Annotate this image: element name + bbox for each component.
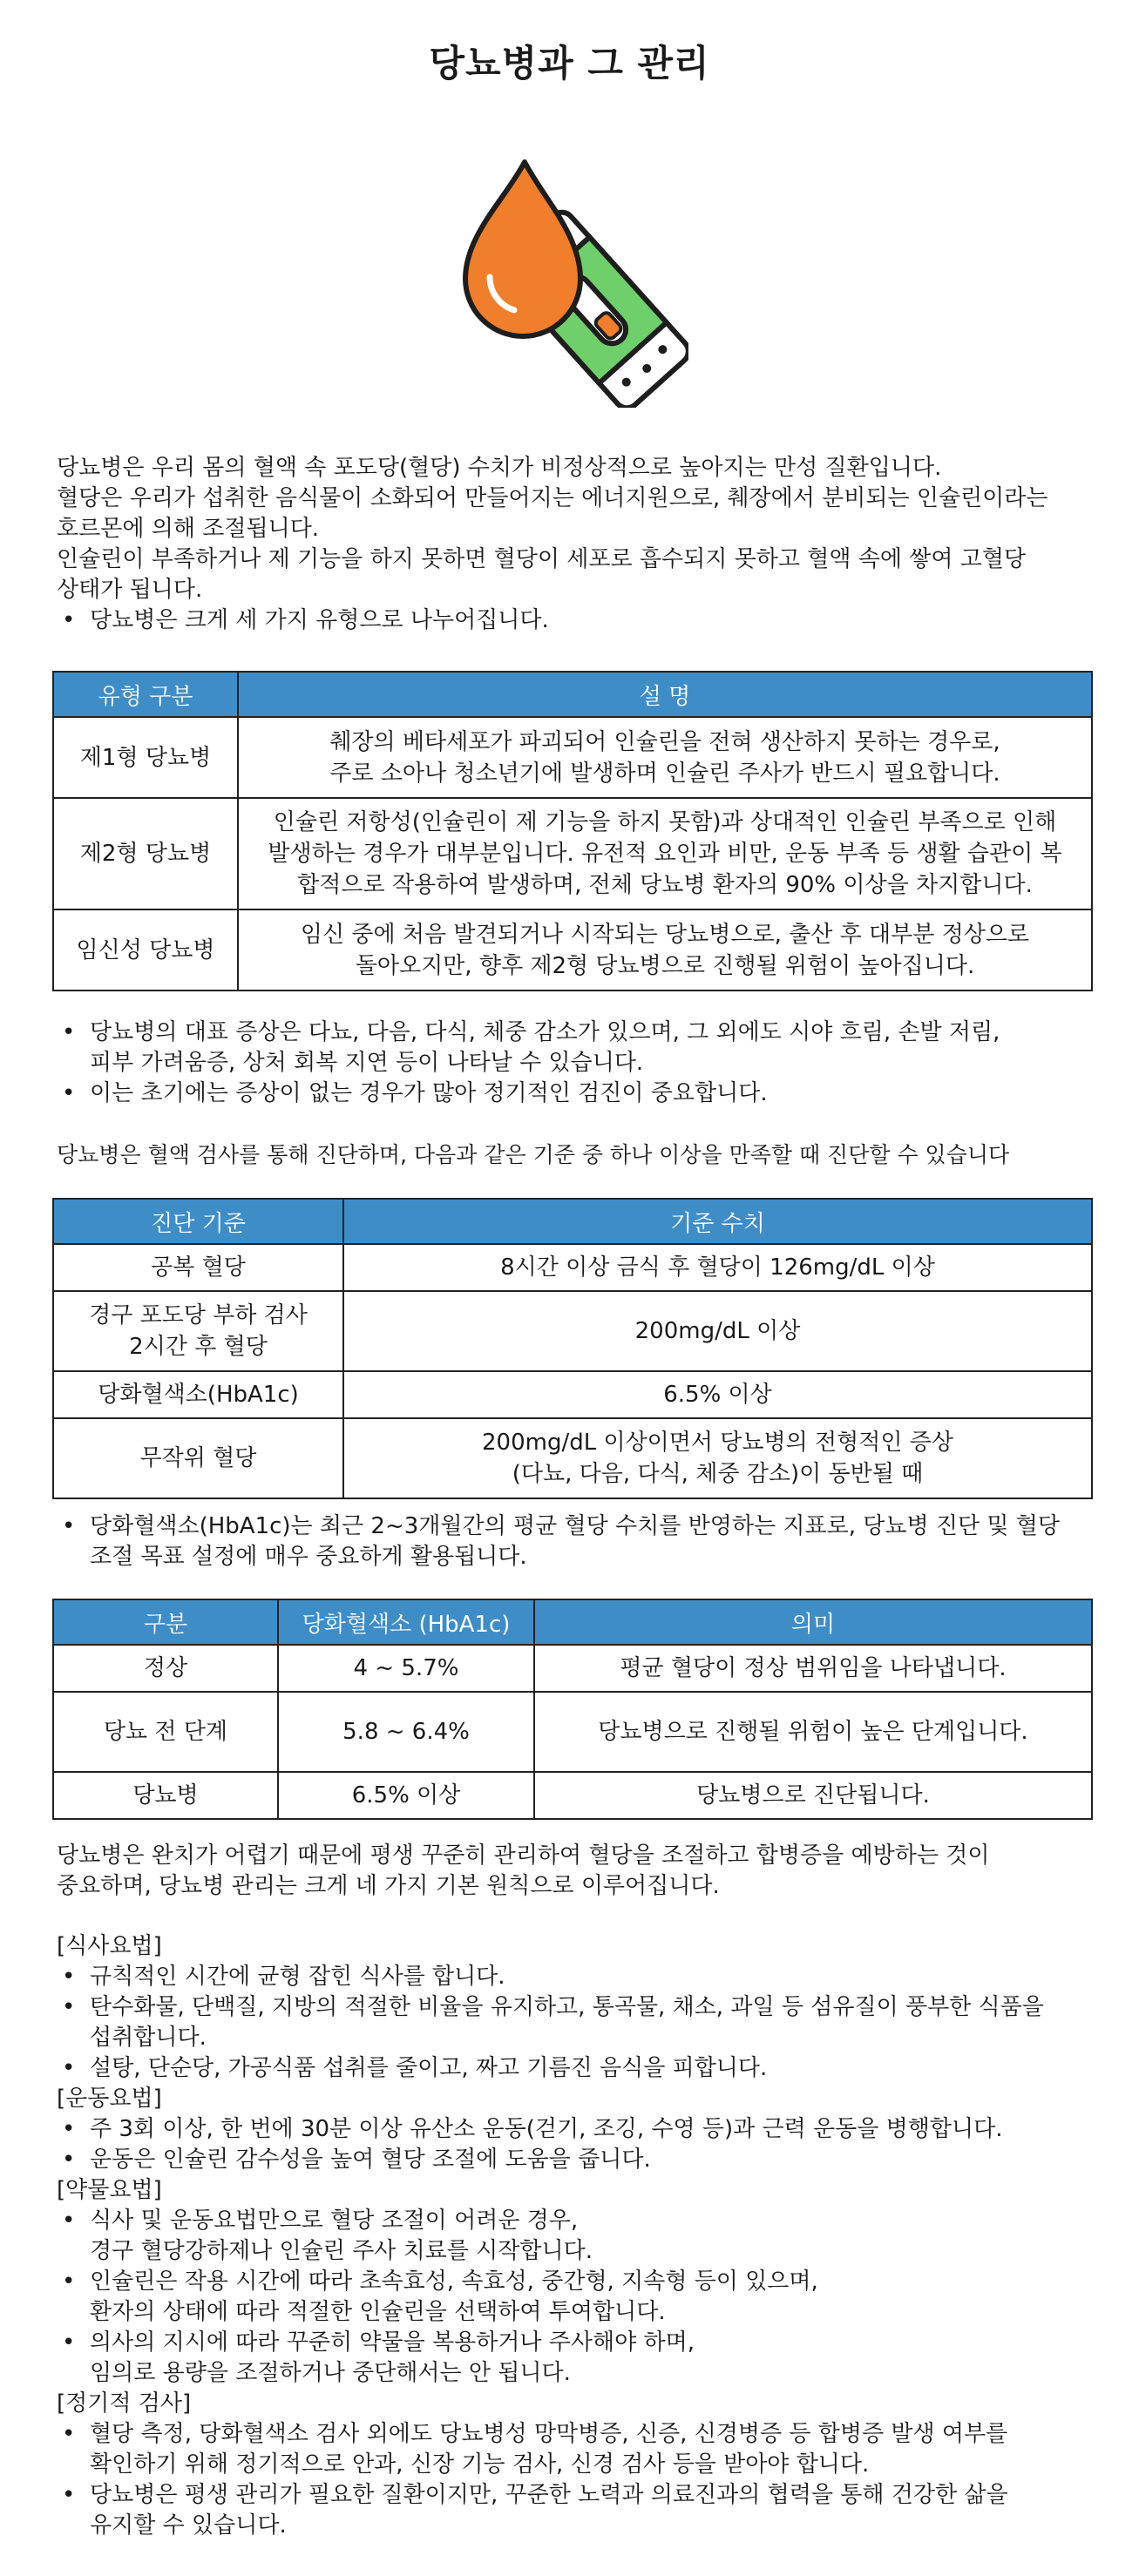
hba1c-table xyxy=(52,1599,1093,1820)
list-item: • 설탕, 단순당, 가공식품 섭취를 줄이고, 짜고 기름진 음식을 피합니다. xyxy=(57,2053,1044,2084)
blood-glucose-illustration xyxy=(453,155,688,408)
diagnosis-intro: 당뇨병은 혈액 검사를 통해 진단하며, 다음과 같은 기준 중 하나 이상을 만족할 때 진단할 수 있습니다 xyxy=(57,1142,1010,1167)
column-header: 기준 수치 xyxy=(343,1199,1092,1244)
meaning-cell: 당뇨병으로 진단됩니다. xyxy=(534,1772,1092,1819)
table-row xyxy=(53,1772,1092,1819)
type-cell: 제2형 당뇨병 xyxy=(53,798,238,909)
column-header: 구분 xyxy=(53,1599,278,1645)
table-row xyxy=(53,909,1092,991)
management-intro: 당뇨병은 완치가 어렵기 때문에 평생 꾸준히 관리하여 혈당을 조절하고 합병증을 예방하는 것이 중요하며, 당뇨병 관리는 크게 네 가지 기본 원칙으로 이루어집니다. xyxy=(57,1842,990,1899)
intro-line: 인슐린이 부족하거나 제 기능을 하지 못하면 혈당이 세포로 흡수되지 못하고 혈액 속에 쌓여 고혈당 xyxy=(57,546,1027,572)
list-item: • 주 3회 이상, 한 번에 30분 이상 유산소 운동(걷기, 조깅, 수영 등)과 근력 운동을 병행합니다. xyxy=(57,2114,1044,2145)
value-cell: 200mg/dL 이상이면서 당뇨병의 전형적인 증상 (다뇨, 다음, 다식, 체중 감소)이 동반될 때 xyxy=(343,1418,1092,1498)
range-cell: 6.5% 이상 xyxy=(278,1772,534,1819)
table-row xyxy=(53,717,1092,798)
criterion-cell: 공복 혈당 xyxy=(53,1244,343,1291)
criterion-cell: 당화혈색소(HbA1c) xyxy=(53,1371,343,1418)
intro-line: 혈당은 우리가 섭취한 음식물이 소화되어 만들어지는 에너지원으로, 췌장에서 분비되는 인슐린이라는 xyxy=(57,485,1048,511)
section-heading-diet: [식사요법] xyxy=(57,1933,162,1959)
table-row xyxy=(53,1692,1092,1772)
table-row xyxy=(53,1244,1092,1291)
section-heading-exercise: [운동요법] xyxy=(57,2086,162,2112)
blood-drop-icon xyxy=(465,162,580,336)
list-item: • 의사의 지시에 따라 꾸준히 약물을 복용하거나 주사해야 하며, 임의로 용량을 조절하거나 중단해서는 안 됩니다. xyxy=(57,2328,1044,2389)
list-item: • 탄수화물, 단백질, 지방의 적절한 비율을 유지하고, 통곡물, 채소, 과일 등 섬유질이 풍부한 식품을 섭취합니다. xyxy=(57,1992,1044,2053)
column-header: 의미 xyxy=(534,1599,1092,1645)
column-header: 설 명 xyxy=(238,672,1092,717)
list-item: • 규칙적인 시간에 균형 잡힌 식사를 합니다. xyxy=(57,1962,1044,1992)
meaning-cell: 당뇨병으로 진행될 위험이 높은 단계입니다. xyxy=(534,1692,1092,1772)
diabetes-types-table xyxy=(52,671,1093,991)
category-cell: 정상 xyxy=(53,1645,278,1692)
list-item: • 운동은 인슐린 감수성을 높여 혈당 조절에 도움을 줍니다. xyxy=(57,2145,1044,2175)
meaning-cell: 평균 혈당이 정상 범위임을 나타냅니다. xyxy=(534,1645,1092,1692)
table-row xyxy=(53,1291,1092,1371)
page-title: 당뇨병과 그 관리 xyxy=(429,42,710,85)
value-cell: 6.5% 이상 xyxy=(343,1371,1092,1418)
table-header-row xyxy=(53,1199,1092,1244)
value-cell: 8시간 이상 금식 후 혈당이 126mg/dL 이상 xyxy=(343,1244,1092,1291)
category-cell: 당뇨 전 단계 xyxy=(53,1692,278,1772)
section-heading-checkup: [정기적 검사] xyxy=(57,2390,192,2417)
table-row xyxy=(53,1645,1092,1692)
type-cell: 임신성 당뇨병 xyxy=(53,909,238,991)
intro-line: 당뇨병은 우리 몸의 혈액 속 포도당(혈당) 수치가 비정상적으로 높아지는 만성 질환입니다. xyxy=(57,455,942,481)
column-header: 유형 구분 xyxy=(53,672,238,717)
management-sections xyxy=(57,1931,1044,2541)
range-cell: 4 ~ 5.7% xyxy=(278,1645,534,1692)
section-heading-medication: [약물요법] xyxy=(57,2177,162,2203)
list-item: • 혈당 측정, 당화혈색소 검사 외에도 당뇨병성 망막병증, 신증, 신경병증 등 합병증 발생 여부를 확인하기 위해 정기적으로 안과, 신장 기능 검사, 신경 검사 등을 받아야 합니다. xyxy=(57,2419,1044,2480)
list-item: • 인슐린은 작용 시간에 따라 초속효성, 속효성, 중간형, 지속형 등이 있으며, 환자의 상태에 따라 적절한 인슐린을 선택하여 투여합니다. xyxy=(57,2267,1044,2328)
column-header: 당화혈색소 (HbA1c) xyxy=(278,1599,534,1645)
diagnosis-criteria-table xyxy=(52,1198,1093,1499)
intro-line: 호르몬에 의해 조절됩니다. xyxy=(57,516,320,542)
category-cell: 당뇨병 xyxy=(53,1772,278,1819)
table-header-row xyxy=(53,1599,1092,1645)
type-cell: 제1형 당뇨병 xyxy=(53,717,238,798)
table-row xyxy=(53,798,1092,909)
table-row xyxy=(53,1371,1092,1418)
list-item: • 당뇨병은 크게 세 가지 유형으로 나누어집니다. xyxy=(57,605,1048,636)
value-cell: 200mg/dL 이상 xyxy=(343,1291,1092,1371)
description-cell: 췌장의 베타세포가 파괴되어 인슐린을 전혀 생산하지 못하는 경우로, 주로 소아나 청소년기에 발생하며 인슐린 주사가 반드시 필요합니다. xyxy=(238,717,1092,798)
list-item: • 당화혈색소(HbA1c)는 최근 2~3개월간의 평균 혈당 수치를 반영하는 지표로, 당뇨병 진단 및 혈당 조절 목표 설정에 매우 중요하게 활용됩니다. xyxy=(57,1511,1060,1572)
list-item: • 당뇨병의 대표 증상은 다뇨, 다음, 다식, 체중 감소가 있으며, 그 외에도 시야 흐림, 손발 저림, 피부 가려움증, 상처 회복 지연 등이 나타날 수 있습니다. xyxy=(57,1018,1000,1078)
criterion-cell: 무작위 혈당 xyxy=(53,1418,343,1498)
table-header-row xyxy=(53,672,1092,717)
list-item: • 이는 초기에는 증상이 없는 경우가 많아 정기적인 검진이 중요합니다. xyxy=(57,1078,1000,1109)
table-row xyxy=(53,1418,1092,1498)
description-cell: 임신 중에 처음 발견되거나 시작되는 당뇨병으로, 출산 후 대부분 정상으로 돌아오지만, 향후 제2형 당뇨병으로 진행될 위험이 높아집니다. xyxy=(238,909,1092,991)
intro-line: 상태가 됩니다. xyxy=(57,577,203,603)
range-cell: 5.8 ~ 6.4% xyxy=(278,1692,534,1772)
hba1c-note xyxy=(57,1511,1060,1572)
column-header: 진단 기준 xyxy=(53,1199,343,1244)
intro-paragraph xyxy=(57,453,1048,636)
list-item: • 당뇨병은 평생 관리가 필요한 질환이지만, 꾸준한 노력과 의료진과의 협력을 통해 건강한 삶을 유지할 수 있습니다. xyxy=(57,2480,1044,2541)
list-item: • 식사 및 운동요법만으로 혈당 조절이 어려운 경우, 경구 혈당강하제나 인슐린 주사 치료를 시작합니다. xyxy=(57,2206,1044,2267)
description-cell: 인슐린 저항성(인슐린이 제 기능을 하지 못함)과 상대적인 인슐린 부족으로 인해 발생하는 경우가 대부분입니다. 유전적 요인과 비만, 운동 부족 등 생활 습관이 복 합적으로 작용하여 발생하며, 전체 당뇨병 환자의 90% 이상을 차지합니다. xyxy=(238,798,1092,909)
symptom-list xyxy=(57,1018,1000,1109)
criterion-cell: 경구 포도당 부하 검사 2시간 후 혈당 xyxy=(53,1291,343,1371)
